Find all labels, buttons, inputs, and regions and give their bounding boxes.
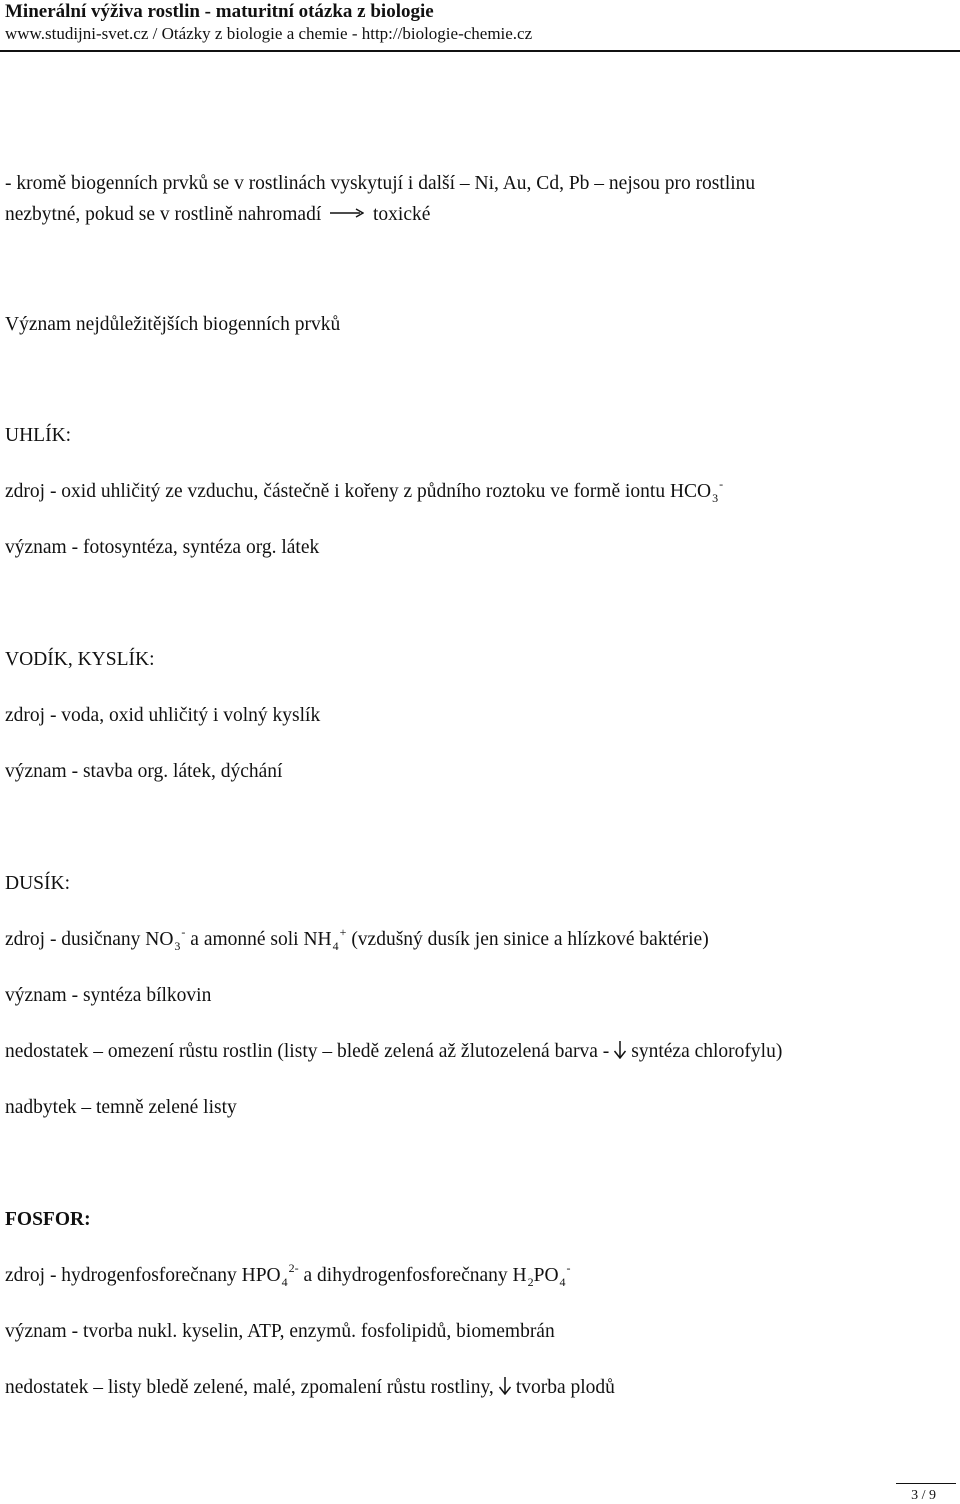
intro-line-1: - kromě biogenních prvků se v rostlinách vyskytují i další – Ni, Au, Cd, Pb – nejsou pro rostlinu	[5, 173, 756, 194]
uhlik-zdroj	[5, 477, 724, 505]
dusik-heading: DUSÍK:	[5, 873, 71, 894]
uhlik-heading: UHLÍK:	[5, 425, 72, 446]
vodik-vyznam: význam - stavba org. látek, dýchání	[5, 761, 283, 782]
dusik-nedostatek	[5, 1040, 782, 1064]
dusik-vyznam: význam - syntéza bílkovin	[5, 985, 212, 1006]
fosfor-vyznam: význam - tvorba nukl. kyselin, ATP, enzymů. fosfolipidů, biomembrán	[5, 1321, 555, 1342]
superscript: 2-	[288, 1261, 299, 1275]
vodik-zdroj: zdroj - voda, oxid uhličitý i volný kyslík	[5, 705, 321, 726]
long-right-arrow-icon	[330, 201, 364, 225]
fosfor-zdroj-text-b: a dihydrogenfosforečnany H	[298, 1265, 527, 1286]
subscript: 4	[332, 939, 339, 953]
fosfor-heading: FOSFOR:	[5, 1209, 91, 1230]
dusik-nedostatek-text: nedostatek – omezení růstu rostlin (listy – bledě zelená až žlutozelená barva -	[5, 1041, 610, 1062]
intro-line-2-result: toxické	[373, 204, 431, 225]
down-arrow-icon	[613, 1041, 627, 1059]
dusik-zdroj-text-b: a amonné soli NH	[185, 929, 332, 950]
subscript: 2	[527, 1275, 534, 1289]
superscript: -	[719, 477, 724, 491]
header-divider	[0, 50, 960, 52]
uhlik-vyznam: význam - fotosyntéza, syntéza org. látek	[5, 537, 320, 558]
fosfor-zdroj	[5, 1261, 571, 1289]
superscript: +	[339, 925, 347, 939]
footer-divider	[896, 1483, 956, 1484]
fosfor-nedostatek	[5, 1376, 615, 1400]
page-number: 3 / 9	[911, 1488, 936, 1503]
document-title: Minerální výživa rostlin - maturitní otázka z biologie	[5, 1, 434, 22]
vodik-heading: VODÍK, KYSLÍK:	[5, 649, 155, 670]
uhlik-zdroj-text: zdroj - oxid uhličitý ze vzduchu, částečně i kořeny z půdního roztoku ve formě iontu HCO	[5, 481, 712, 502]
fosfor-nedostatek-effect: tvorba plodů	[515, 1377, 615, 1398]
dusik-nadbytek: nadbytek – temně zelené listy	[5, 1097, 237, 1118]
subscript: 4	[281, 1275, 288, 1289]
fosfor-nedostatek-text: nedostatek – listy bledě zelené, malé, zpomalení růstu rostliny,	[5, 1377, 494, 1398]
subscript: 3	[712, 491, 719, 505]
dusik-zdroj-text-a: zdroj - dusičnany NO	[5, 929, 174, 950]
source-url: www.studijni-svet.cz / Otázky z biologie a chemie - http://biologie-chemie.cz	[5, 24, 533, 43]
superscript: -	[181, 925, 186, 939]
intro-line-2-text: nezbytné, pokud se v rostlině nahromadí	[5, 204, 322, 225]
fosfor-zdroj-text-c: PO	[533, 1265, 559, 1286]
subscript: 4	[559, 1275, 566, 1289]
dusik-zdroj-text-c: (vzdušný dusík jen sinice a hlízkové baktérie)	[346, 929, 709, 950]
section-title: Význam nejdůležitějších biogenních prvků	[5, 314, 341, 335]
superscript: -	[566, 1261, 571, 1275]
down-arrow-icon	[498, 1377, 512, 1395]
fosfor-zdroj-text-a: zdroj - hydrogenfosforečnany HPO	[5, 1265, 281, 1286]
subscript: 3	[174, 939, 181, 953]
dusik-zdroj	[5, 925, 709, 953]
dusik-nedostatek-effect: syntéza chlorofylu)	[631, 1041, 783, 1062]
intro-line-2	[5, 201, 430, 227]
